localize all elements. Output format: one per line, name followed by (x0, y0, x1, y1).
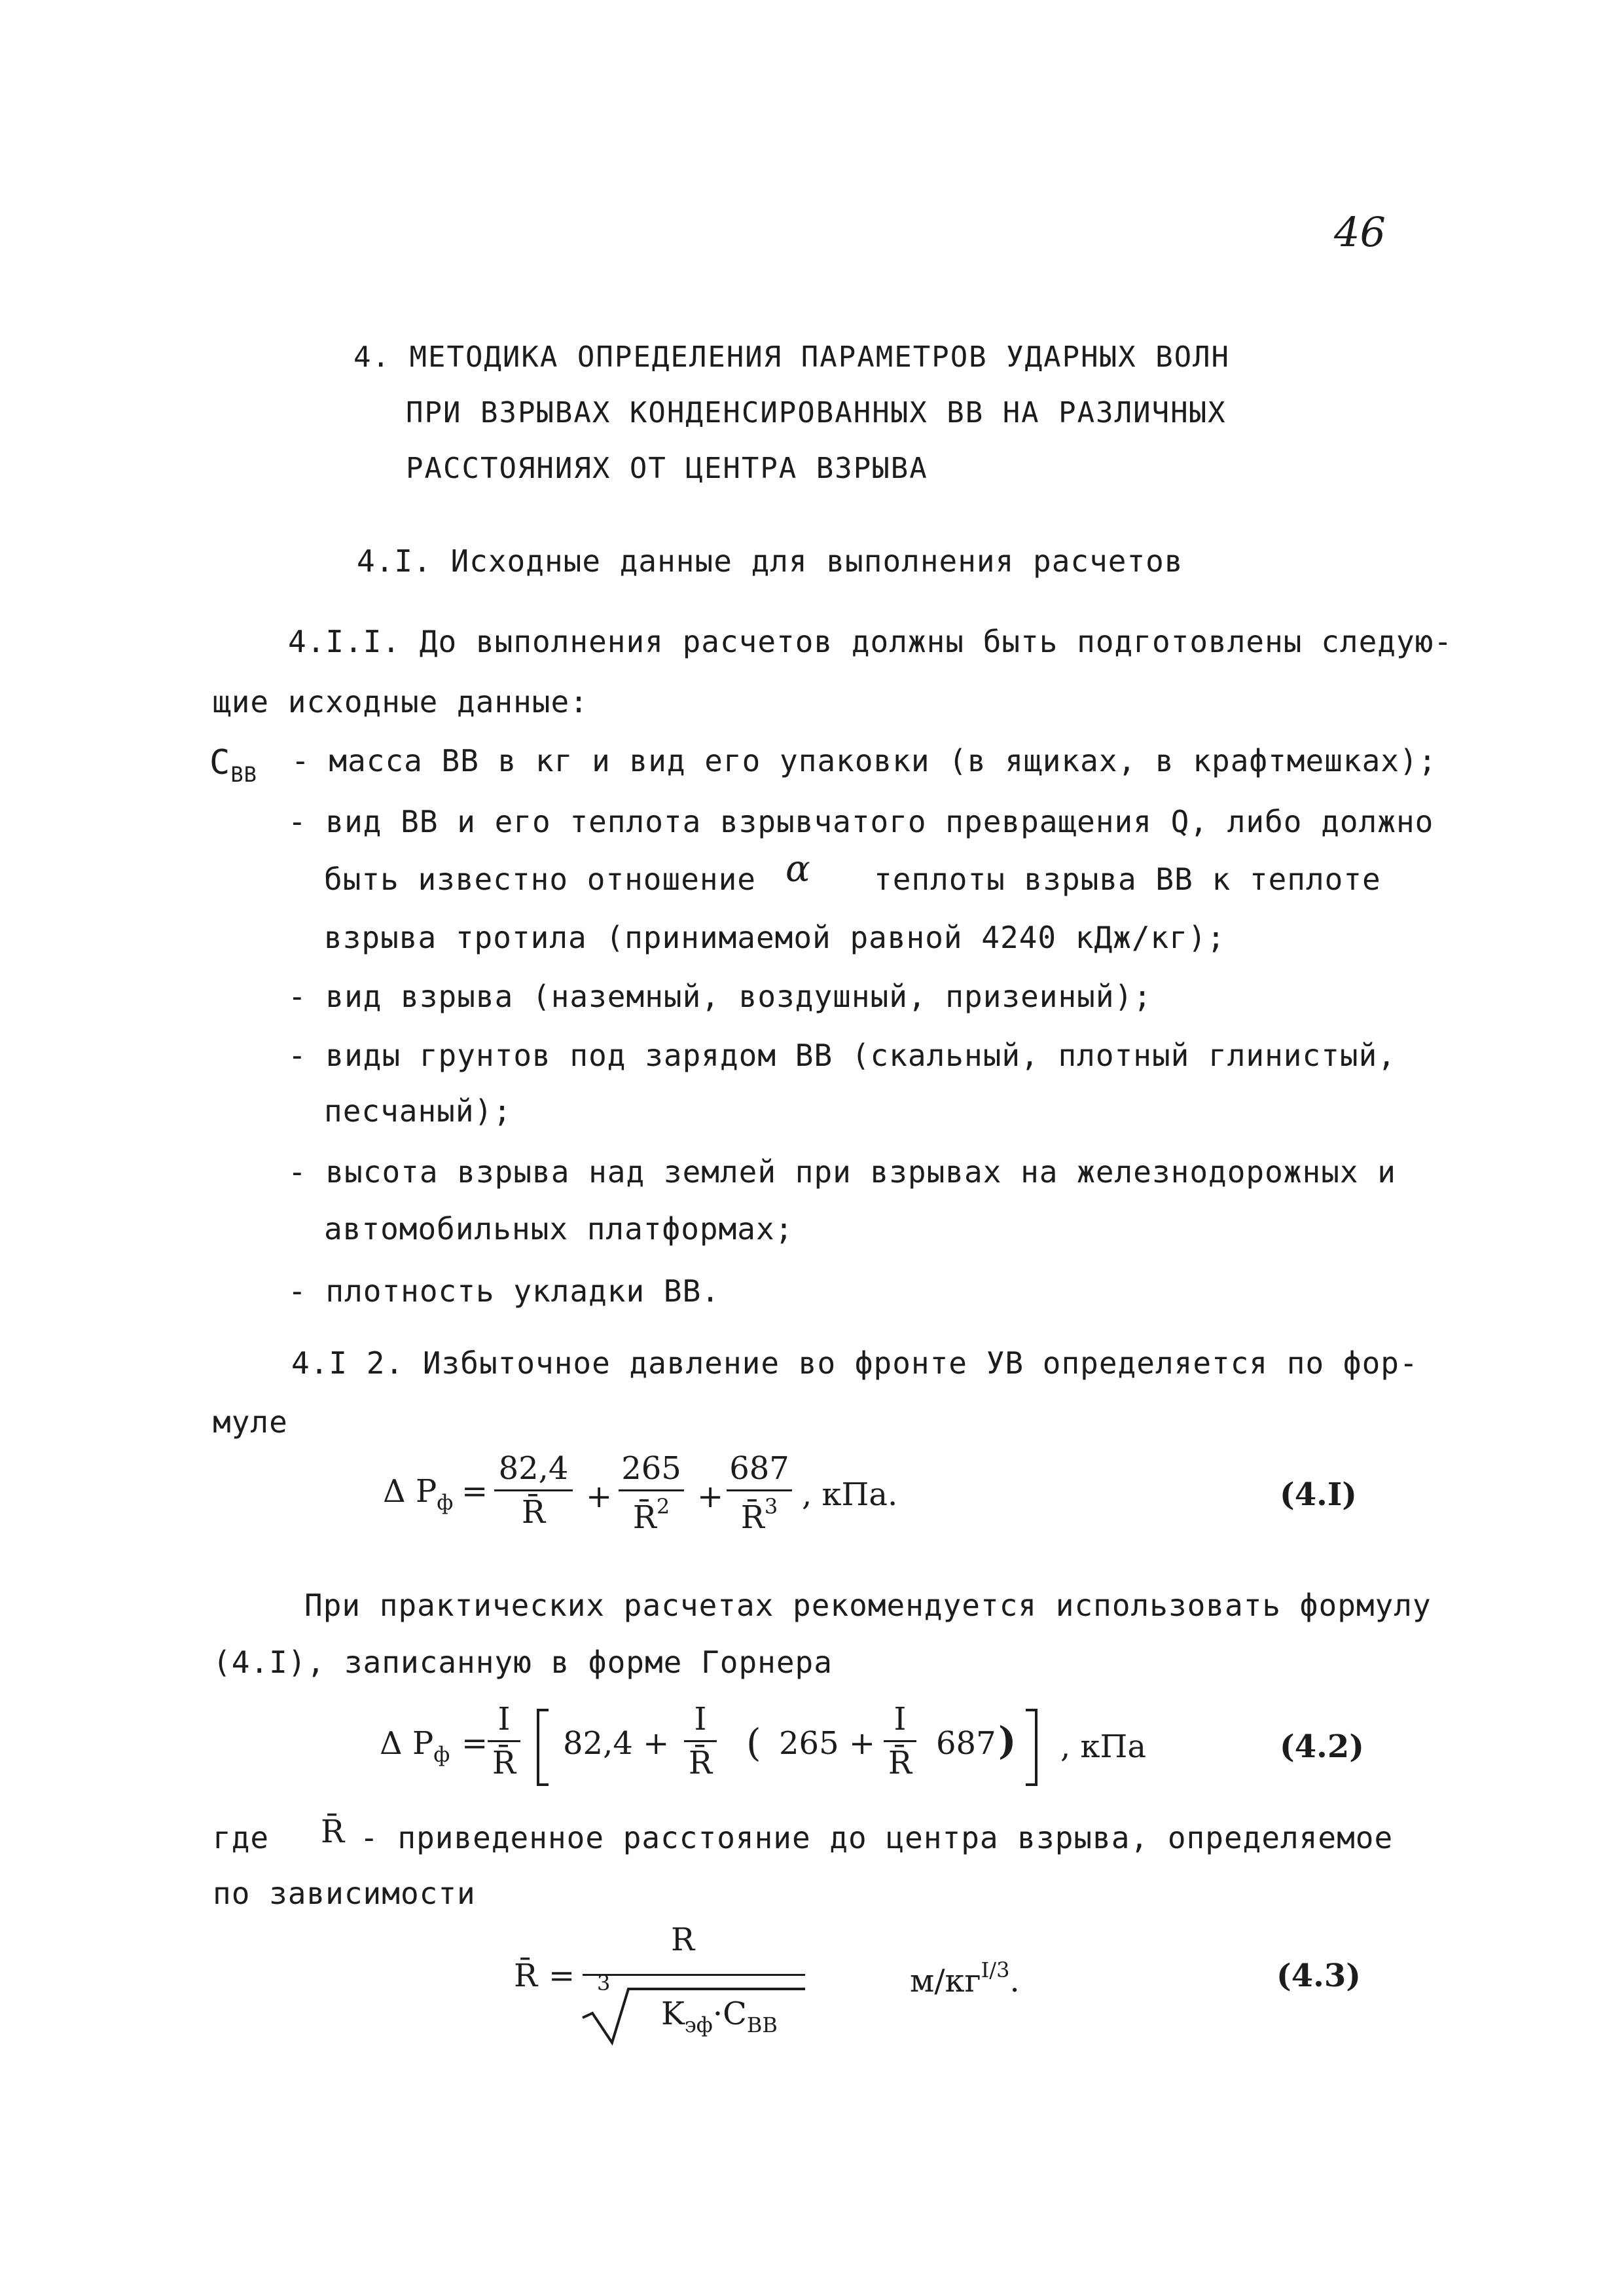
formula-4-1-term-2: 265 R̄$^2$ (619, 1450, 684, 1536)
paragraph-horner-line-2: (4.I), записанную в форме Горнера (213, 1645, 833, 1680)
formula-4-1-lhs: Δ $P_ф$ (383, 1473, 454, 1515)
formula-4-2-right-bracket (1026, 1709, 1038, 1786)
formula-4-2-equals: = (461, 1725, 488, 1762)
formula-4-1-unit: , кПа. (802, 1476, 898, 1513)
formula-4-3-unit: $м/кг^{I/3}$. (910, 1958, 1020, 1999)
r-bar-symbol: R̄ (321, 1813, 345, 1850)
chapter-heading-line-2: ПРИ ВЗРЫВАХ КОНДЕНСИРОВАННЫХ ВВ НА РАЗЛИЧНЫХ (406, 396, 1227, 429)
formula-4-3-fraction-bar (583, 1974, 805, 1976)
paragraph-where-line-1: - приведенное расстояние до центра взрыва, определяемое (360, 1820, 1394, 1855)
formula-4-2-term-1: 82,4 + (563, 1725, 670, 1762)
page-number: 46 (1334, 208, 1386, 256)
formula-4-2-left-bracket (537, 1709, 549, 1786)
formula-4-3-equals: = (549, 1958, 575, 1994)
list-item-type-heat-line-1: - вид ВВ и его теплота взрывчатого превращения Q, либо должно (288, 804, 1434, 839)
formula-4-1-plus-1: + (586, 1478, 613, 1515)
formula-4-2-number: (4.2) (1280, 1728, 1364, 1765)
list-item-type-heat-line-2b: теплоты взрыва ВВ к теплоте (874, 862, 1381, 897)
paragraph-4-1-2-line-1: 4.I 2. Избыточное давление во фронте УВ определяется по фор- (291, 1345, 1418, 1381)
list-item-explosion-type: - вид взрыва (наземный, воздушный, призеиный); (288, 979, 1152, 1014)
list-item-soil-line-2: песчаный); (324, 1093, 512, 1129)
formula-4-3-number: (4.3) (1276, 1958, 1361, 1994)
formula-4-3-numerator: R (671, 1922, 695, 1958)
formula-4-2-factor-3: I R̄ (884, 1701, 916, 1781)
list-item-height-line-1: - высота взрыва над землей при взрывах на железнодорожных и (288, 1154, 1396, 1190)
list-item-soil-line-1: - виды грунтов под зарядом ВВ (скальный, плотный глинистый, (288, 1038, 1396, 1073)
paragraph-where-word: где (213, 1820, 270, 1855)
formula-4-2-term-3: 687 (936, 1725, 996, 1762)
paragraph-4-1-1-line-2: щие исходные данные: (213, 684, 588, 720)
paragraph-where-line-2: по зависимости (213, 1876, 476, 1911)
formula-4-3-root-index: 3 (597, 1971, 611, 1995)
formula-4-2-term-2: 265 + (779, 1725, 876, 1762)
section-title-4-1: 4.I. Исходные данные для выполнения расчетов (357, 543, 1183, 579)
paragraph-4-1-1-line-1: 4.I.I. До выполнения расчетов должны быть подготовлены следую- (288, 624, 1453, 659)
formula-4-2-lhs: Δ $P_ф$ (380, 1725, 450, 1767)
paragraph-horner-line-1: При практических расчетах рекомендуется использовать формулу (304, 1588, 1432, 1623)
formula-4-2-unit: , кПа (1060, 1728, 1146, 1765)
c-vv-symbol: $C_{ВВ}$ (209, 743, 257, 787)
formula-4-2-factor-1: I R̄ (488, 1701, 520, 1781)
formula-4-2-close-paren: ) (998, 1719, 1017, 1763)
formula-4-2-open-paren: ( (746, 1721, 761, 1765)
list-item-type-heat-line-2a: быть известно отношение (324, 862, 756, 897)
chapter-heading-line-3: РАССТОЯНИЯХ ОТ ЦЕНТРА ВЗРЫВА (406, 452, 928, 485)
formula-4-1-term-3: 687 R̄$^3$ (727, 1450, 792, 1536)
formula-4-1-number: (4.I) (1280, 1476, 1357, 1513)
list-item-height-line-2: автомобильных платформах; (324, 1211, 794, 1247)
paragraph-4-1-2-line-2: муле (213, 1404, 288, 1440)
formula-4-1-plus-2: + (697, 1478, 724, 1515)
alpha-symbol: α (785, 848, 810, 890)
formula-4-1-equals: = (461, 1473, 488, 1510)
formula-4-1-term-1: 82,4 R̄ (494, 1450, 573, 1531)
list-item-mass: - масса ВВ в кг и вид его упаковки (в ящиках, в крафтмешках); (291, 743, 1437, 778)
formula-4-3-denominator: $K_{эф}\cdot C_{ВВ}$ (661, 1995, 778, 2037)
list-item-type-heat-line-3: взрыва тротила (принимаемой равной 4240 кДж/кг); (324, 920, 1226, 955)
chapter-heading-line-1: 4. МЕТОДИКА ОПРЕДЕЛЕНИЯ ПАРАМЕТРОВ УДАРНЫХ ВОЛН (353, 340, 1231, 374)
formula-4-2-factor-2: I R̄ (684, 1701, 717, 1781)
formula-4-3-lhs: R̄ (514, 1958, 538, 1994)
list-item-density: - плотность укладки ВВ. (288, 1273, 720, 1309)
